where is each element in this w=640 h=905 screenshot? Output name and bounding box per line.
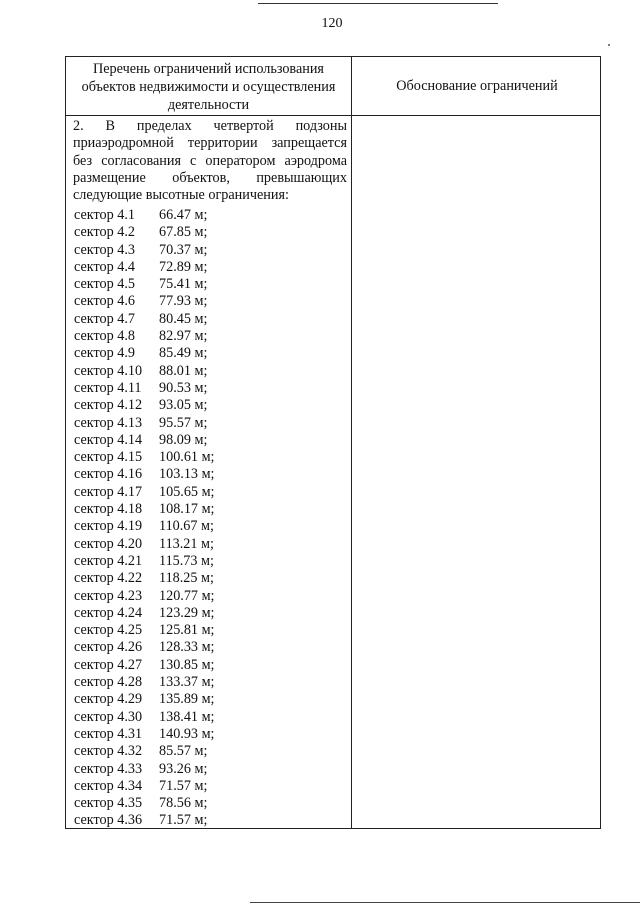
sector-height-value: 71.57 м; bbox=[159, 777, 208, 794]
intro-line: размещение объектов, превышающих bbox=[73, 169, 347, 186]
sector-name: сектор 4.6 bbox=[74, 293, 135, 310]
sector-row bbox=[74, 709, 344, 726]
restrictions-table bbox=[65, 56, 601, 829]
sector-height-value: 120.77 м; bbox=[159, 587, 215, 604]
sector-height-value: 71.57 м; bbox=[159, 812, 208, 829]
sector-height-value: 78.56 м; bbox=[159, 795, 208, 812]
sector-name: сектор 4.33 bbox=[74, 760, 143, 777]
sector-height-value: 140.93 м; bbox=[159, 725, 215, 742]
sector-height-value: 70.37 м; bbox=[159, 241, 208, 258]
sector-name: сектор 4.3 bbox=[74, 241, 135, 258]
sector-row bbox=[74, 639, 344, 656]
sector-row bbox=[74, 484, 344, 501]
sector-name: сектор 4.16 bbox=[74, 466, 143, 483]
sector-height-value: 135.89 м; bbox=[159, 691, 215, 708]
sector-height-value: 66.47 м; bbox=[159, 207, 208, 223]
scan-speck bbox=[608, 44, 610, 46]
sector-name: сектор 4.7 bbox=[74, 310, 135, 327]
sector-name: сектор 4.2 bbox=[74, 224, 135, 241]
sector-row bbox=[74, 536, 344, 553]
sector-row bbox=[74, 795, 344, 812]
sector-height-value: 118.25 м; bbox=[159, 570, 214, 587]
sector-row bbox=[74, 207, 344, 224]
sector-height-value: 82.97 м; bbox=[159, 328, 208, 345]
sector-height-value: 105.65 м; bbox=[159, 483, 215, 500]
sector-name: сектор 4.17 bbox=[74, 483, 143, 500]
sector-row bbox=[74, 674, 344, 691]
sector-row bbox=[74, 691, 344, 708]
sector-row bbox=[74, 570, 344, 587]
sector-row bbox=[74, 328, 344, 345]
sector-height-value: 133.37 м; bbox=[159, 674, 215, 691]
sector-name: сектор 4.19 bbox=[74, 518, 143, 535]
sector-row bbox=[74, 449, 344, 466]
sector-name: сектор 4.10 bbox=[74, 362, 143, 379]
sector-name: сектор 4.28 bbox=[74, 674, 143, 691]
sector-row bbox=[74, 605, 344, 622]
sector-name: сектор 4.20 bbox=[74, 535, 143, 552]
sector-height-value: 75.41 м; bbox=[159, 276, 208, 293]
sector-row bbox=[74, 518, 344, 535]
sector-row bbox=[74, 311, 344, 328]
sector-row bbox=[74, 743, 344, 760]
sector-name: сектор 4.18 bbox=[74, 501, 143, 518]
scan-bottom-edge-line bbox=[250, 902, 640, 903]
table-header-divider bbox=[66, 115, 600, 116]
sector-name: сектор 4.5 bbox=[74, 276, 135, 293]
intro-line: следующие высотные ограничения: bbox=[73, 187, 289, 204]
sector-name: сектор 4.34 bbox=[74, 777, 143, 794]
sector-row bbox=[74, 761, 344, 778]
sector-row bbox=[74, 224, 344, 241]
sector-height-value: 128.33 м; bbox=[159, 639, 215, 656]
sector-name: сектор 4.4 bbox=[74, 258, 135, 275]
sector-name: сектор 4.29 bbox=[74, 691, 143, 708]
sector-name: сектор 4.12 bbox=[74, 397, 143, 414]
sector-row bbox=[74, 242, 344, 259]
sector-height-value: 77.93 м; bbox=[159, 293, 208, 310]
sector-row bbox=[74, 501, 344, 518]
intro-line: приаэродромной территории запрещается bbox=[73, 135, 347, 152]
sector-row bbox=[74, 588, 344, 605]
sector-name: сектор 4.36 bbox=[74, 812, 143, 829]
sector-name: сектор 4.9 bbox=[74, 345, 135, 362]
sector-height-value: 85.57 м; bbox=[159, 743, 208, 760]
sector-height-value: 98.09 м; bbox=[159, 431, 208, 448]
sector-row bbox=[74, 276, 344, 293]
intro-line: 2. В пределах четвертой подзоны bbox=[73, 118, 347, 134]
sector-name: сектор 4.35 bbox=[74, 795, 143, 812]
restriction-intro-text bbox=[73, 118, 347, 204]
sector-height-value: 103.13 м; bbox=[159, 466, 215, 483]
sector-row bbox=[74, 466, 344, 483]
sector-height-value: 113.21 м; bbox=[159, 535, 214, 552]
sector-height-value: 72.89 м; bbox=[159, 258, 208, 275]
sector-height-value: 80.45 м; bbox=[159, 310, 208, 327]
sector-row bbox=[74, 726, 344, 743]
sector-height-value: 90.53 м; bbox=[159, 379, 208, 396]
header-justification: Обоснование ограничений bbox=[396, 77, 558, 94]
sector-height-value: 108.17 м; bbox=[159, 501, 215, 518]
sector-name: сектор 4.30 bbox=[74, 708, 143, 725]
sector-row bbox=[74, 812, 344, 829]
sector-name: сектор 4.1 bbox=[74, 207, 135, 223]
sector-height-list bbox=[74, 207, 344, 830]
sector-height-value: 123.29 м; bbox=[159, 604, 215, 621]
sector-name: сектор 4.25 bbox=[74, 622, 143, 639]
sector-name: сектор 4.22 bbox=[74, 570, 143, 587]
sector-name: сектор 4.26 bbox=[74, 639, 143, 656]
sector-height-value: 130.85 м; bbox=[159, 656, 215, 673]
sector-height-value: 115.73 м; bbox=[159, 552, 214, 569]
sector-name: сектор 4.14 bbox=[74, 431, 143, 448]
sector-row bbox=[74, 363, 344, 380]
sector-height-value: 138.41 м; bbox=[159, 708, 215, 725]
sector-height-value: 125.81 м; bbox=[159, 622, 215, 639]
sector-name: сектор 4.11 bbox=[74, 379, 142, 396]
sector-row bbox=[74, 397, 344, 414]
sector-name: сектор 4.15 bbox=[74, 449, 143, 466]
sector-height-value: 93.05 м; bbox=[159, 397, 208, 414]
scan-top-edge-line bbox=[258, 3, 498, 4]
page-number: 120 bbox=[321, 16, 343, 31]
sector-height-value: 67.85 м; bbox=[159, 224, 208, 241]
sector-height-value: 95.57 м; bbox=[159, 414, 208, 431]
sector-name: сектор 4.27 bbox=[74, 656, 143, 673]
sector-row bbox=[74, 259, 344, 276]
sector-name: сектор 4.21 bbox=[74, 552, 143, 569]
sector-height-value: 88.01 м; bbox=[159, 362, 208, 379]
table-column-divider bbox=[351, 57, 352, 828]
sector-name: сектор 4.24 bbox=[74, 604, 143, 621]
sector-row bbox=[74, 380, 344, 397]
sector-row bbox=[74, 622, 344, 639]
sector-row bbox=[74, 657, 344, 674]
sector-height-value: 100.61 м; bbox=[159, 449, 215, 466]
sector-height-value: 85.49 м; bbox=[159, 345, 208, 362]
sector-name: сектор 4.13 bbox=[74, 414, 143, 431]
sector-row bbox=[74, 778, 344, 795]
sector-row bbox=[74, 553, 344, 570]
sector-name: сектор 4.31 bbox=[74, 725, 143, 742]
sector-row bbox=[74, 345, 344, 362]
sector-name: сектор 4.23 bbox=[74, 587, 143, 604]
intro-line: без согласования с оператором аэродрома bbox=[73, 152, 347, 169]
header-restrictions-list: Перечень ограничений использования объектов недвижимости и осуществления деятельности bbox=[81, 61, 336, 113]
sector-height-value: 93.26 м; bbox=[159, 760, 208, 777]
sector-row bbox=[74, 293, 344, 310]
sector-row bbox=[74, 415, 344, 432]
sector-name: сектор 4.32 bbox=[74, 743, 143, 760]
sector-height-value: 110.67 м; bbox=[159, 518, 214, 535]
sector-name: сектор 4.8 bbox=[74, 328, 135, 345]
sector-row bbox=[74, 432, 344, 449]
